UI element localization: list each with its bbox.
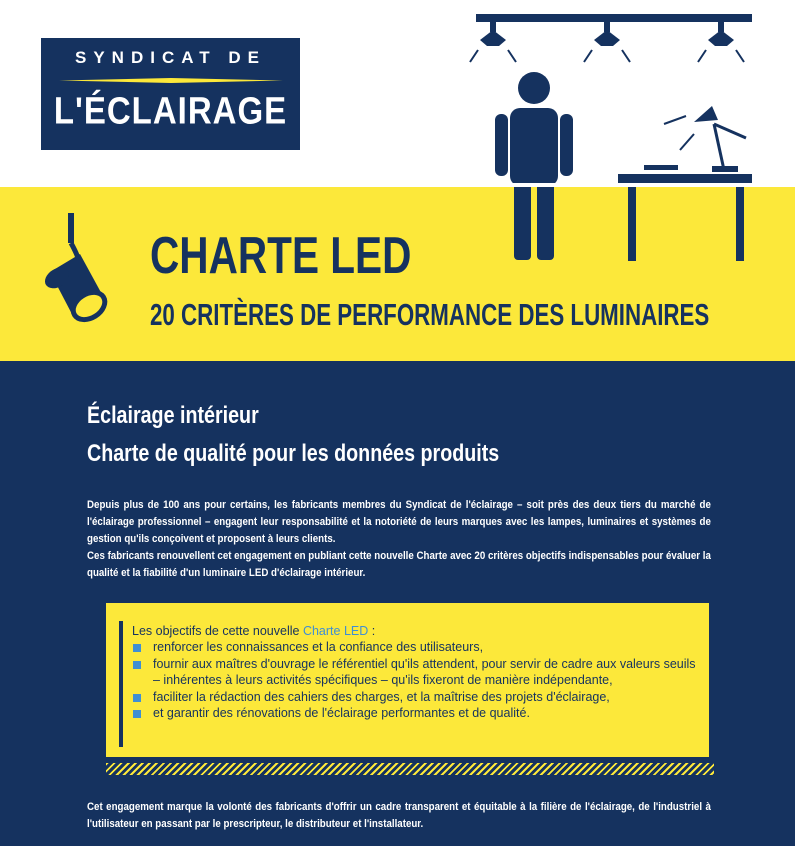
objectives-lead	[132, 623, 702, 639]
objectives-accent-bar	[119, 621, 123, 747]
person-icon	[495, 72, 573, 260]
objectives-list	[132, 639, 702, 721]
floor-line	[440, 183, 795, 187]
objectives-lead-prefix: Les objectifs de cette nouvelle	[132, 624, 303, 638]
list-item-text: et garantir des rénovations de l'éclairage performantes et de qualité.	[153, 706, 530, 721]
charte-led-link[interactable]: Charte LED	[302, 624, 369, 638]
square-bullet-icon	[133, 694, 141, 702]
section-title-line2: Charte de qualité pour les données produits	[87, 440, 500, 467]
list-item	[132, 705, 702, 721]
objectives-content	[132, 623, 702, 721]
section-title-line1: Éclairage intérieur	[87, 402, 259, 429]
ceiling-spot-icon	[698, 22, 744, 62]
list-item-text: fournir aux maîtres d'ouvrage le référentiel qu'ils attendent, pour servir de cadre aux valeurs seuils – inhérentes à leurs activités spécifiques – qu'ils fixeront de manière indépendante,	[153, 656, 696, 688]
square-bullet-icon	[133, 644, 141, 652]
logo-line2: L'ÉCLAIRAGE	[53, 89, 288, 132]
logo-line1: SYNDICAT DE	[75, 48, 266, 67]
list-item	[132, 639, 702, 655]
objectives-box-hatch	[106, 763, 714, 775]
ceiling-spot-icon	[470, 22, 516, 62]
objectives-lead-suffix: :	[368, 624, 376, 638]
ceiling-rail	[476, 14, 752, 22]
list-item-text: faciliter la rédaction des cahiers des charges, et la maîtrise des projets d'éclairage,	[153, 689, 610, 704]
intro-paragraph: Depuis plus de 100 ans pour certains, les fabricants membres du Syndicat de l'éclairage – soit près des deux tiers du marché de l'éclairage professionnel – engagent leur responsabilité et la notoriété de leurs marques avec les lampes, luminaires et systèmes de gestion qu'ils conçoivent et proposent à leurs clients.	[87, 499, 711, 545]
closing-paragraph: Cet engagement marque la volonté des fabricants d'offrir un cadre transparent et équitable à la filière de l'éclairage, de l'industriel à l'utilisateur en passant par le prescripteur, le distributeur et l'installateur.	[87, 801, 711, 830]
square-bullet-icon	[133, 710, 141, 718]
square-bullet-icon	[133, 661, 141, 669]
intro-text	[87, 497, 787, 582]
list-item	[132, 689, 702, 705]
list-item	[132, 656, 702, 689]
desk-lamp-icon	[664, 106, 746, 172]
intro-paragraph: Ces fabricants renouvellent cet engagement en publiant cette nouvelle Charte avec 20 critères objectifs indispensables pour évaluer la qualité et la fiabilité d'un luminaire LED d'éclairage intérieur.	[87, 550, 711, 579]
page-subtitle: 20 CRITÈRES DE PERFORMANCE DES LUMINAIRES	[150, 297, 710, 332]
list-item-text: renforcer les connaissances et la confiance des utilisateurs,	[153, 640, 484, 655]
desk-icon	[618, 165, 752, 261]
pendant-spotlight-icon	[41, 213, 110, 325]
page-title: CHARTE LED	[150, 227, 412, 285]
closing-statement	[87, 799, 787, 833]
section-heading	[87, 398, 499, 474]
ceiling-spot-icon	[584, 22, 630, 62]
